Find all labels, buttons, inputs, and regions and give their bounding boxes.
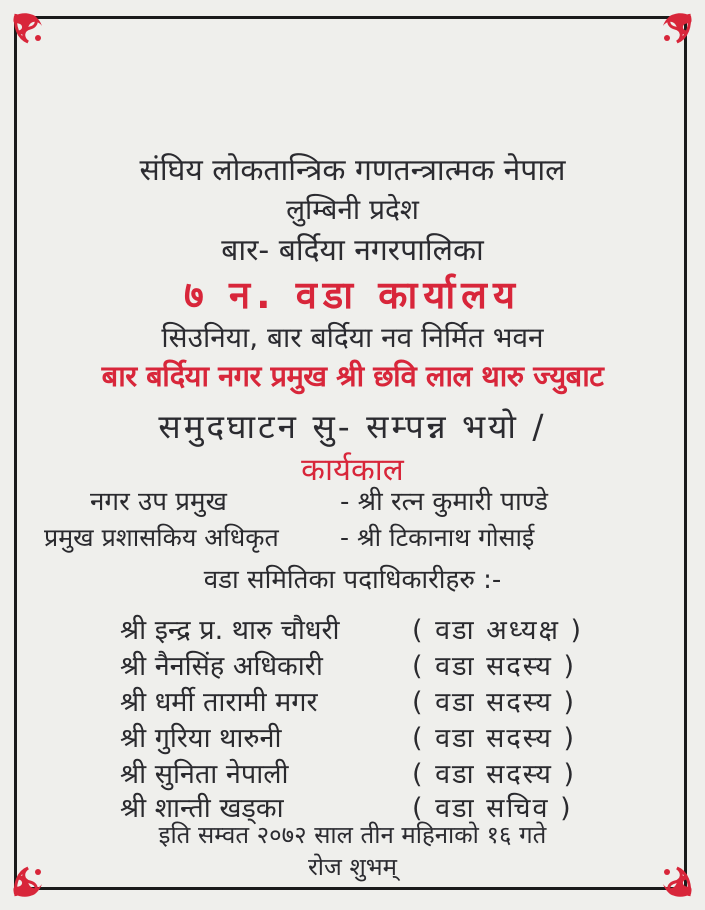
member-role: ( वडा अध्यक्ष ): [412, 615, 584, 646]
member-name: श्री इन्द्र प्र. थारु चौधरी: [120, 615, 340, 646]
member-role: ( वडा सदस्य ): [412, 651, 577, 682]
member-role: ( वडा सदस्य ): [412, 723, 577, 754]
country-line: संघिय लोकतान्त्रिक गणतन्त्रात्मक नेपाल: [139, 153, 566, 188]
cao-title: प्रमुख प्रशासकिय अधिकृत: [44, 523, 279, 552]
member-name: श्री गुरिया थारुनी: [120, 723, 282, 754]
member-name: श्री धर्मी तारामी मगर: [120, 687, 318, 718]
corner-ornament-icon: [8, 8, 56, 56]
building-line: सिउनिया, बार बर्दिया नव निर्मित भवन: [161, 321, 544, 354]
member-role: ( वडा सचिव ): [412, 793, 573, 824]
cao-name: - श्री टिकानाथ गोसाई: [340, 523, 535, 552]
inauguration-completed-line: समुदघाटन सु- सम्पन्न भयो /: [158, 407, 547, 446]
municipality-line: बार- बर्दिया नगरपालिका: [221, 233, 484, 268]
member-name: श्री शान्ती खड्का: [120, 793, 284, 824]
deputy-mayor-title: नगर उप प्रमुख: [90, 487, 227, 517]
member-role: ( वडा सदस्य ): [412, 687, 577, 718]
closing-line: रोज शुभम्: [307, 853, 397, 881]
inaugurator-line: बार बर्दिया नगर प्रमुख श्री छवि लाल थारु ज्युबाट: [101, 359, 604, 393]
ward-office-title: ७ न. वडा कार्यालय: [184, 273, 521, 317]
date-line: इति सम्वत २०७२ साल तीन महिनाको १६ गते: [158, 821, 547, 849]
committee-heading: वडा समितिका पदाधिकारीहरु :-: [203, 565, 502, 595]
deputy-mayor-name: - श्री रत्न कुमारी पाण्डे: [340, 487, 549, 517]
member-name: श्री नैनसिंह अधिकारी: [120, 651, 323, 682]
member-role: ( वडा सदस्य ): [412, 759, 577, 790]
member-name: श्री सुनिता नेपाली: [120, 759, 289, 790]
corner-ornament-icon: [649, 8, 697, 56]
province-line: लुम्बिनी प्रदेश: [286, 193, 419, 226]
tenure-heading: कार्यकाल: [301, 452, 404, 488]
